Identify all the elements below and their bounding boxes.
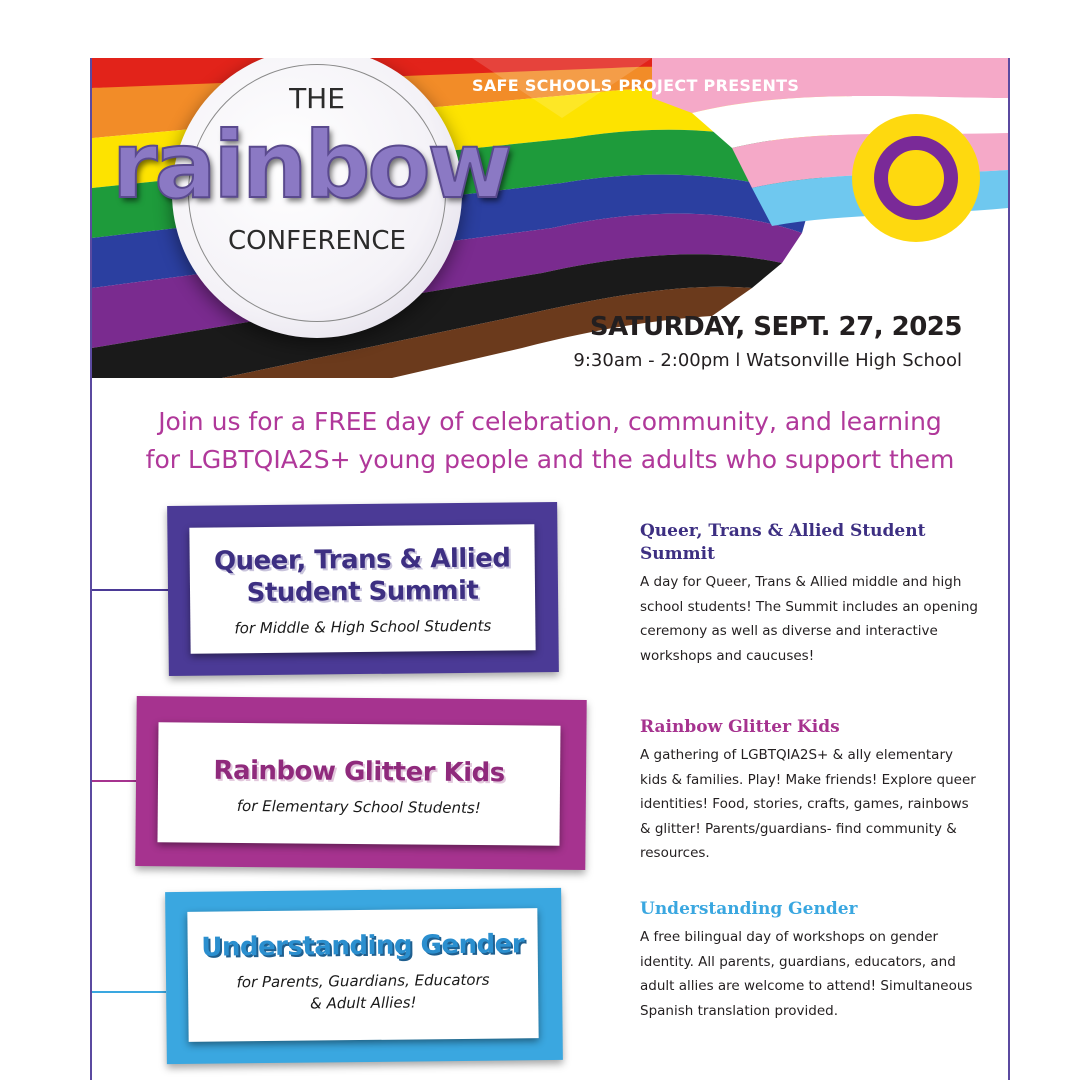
summit-card-subtitle: for Middle & High School Students — [234, 616, 492, 638]
logo-rainbow-word: rainbow — [112, 112, 510, 219]
gender-card-subtitle-line-2: & Adult Allies! — [309, 993, 417, 1013]
headline — [92, 403, 1008, 479]
gender-card-subtitle-line-1: for Parents, Guardians, Educators — [236, 970, 490, 992]
logo-the: THE — [289, 82, 345, 115]
glitter-desc-title: Rainbow Glitter Kids — [640, 717, 840, 737]
summit-description — [640, 520, 980, 668]
event-time-location: 9:30am - 2:00pm l Watsonville High School — [573, 350, 962, 371]
summit-card-title-line-1: Queer, Trans & Allied — [213, 543, 511, 577]
presenter-line: SAFE SCHOOLS PROJECT PRESENTS — [472, 76, 800, 95]
gender-desc-title: Understanding Gender — [640, 899, 858, 919]
event-date: SATURDAY, SEPT. 27, 2025 — [589, 312, 962, 342]
summit-desc-title: Queer, Trans & Allied Student Summit — [640, 521, 926, 564]
glitter-desc-text: A gathering of LGBTQIA2S+ & ally elementary kids & families. Play! Make friends! Explore queer identities! Food, stories, crafts, games, rainbows & glitter! Parents/guardians- find community & resources. — [640, 747, 976, 861]
intersex-ring-icon — [874, 136, 958, 220]
summit-desc-text: A day for Queer, Trans & Allied middle and high school students! The Summit includes an opening ceremony as well as diverse and interactive workshops and caucuses! — [640, 574, 979, 664]
gender-description — [640, 898, 980, 1023]
glitter-card-subtitle: for Elementary School Students! — [236, 796, 481, 818]
connector-line — [92, 991, 166, 993]
headline-line-2: for LGBTQIA2S+ young people and the adults who support them — [145, 445, 955, 474]
flyer-page — [90, 58, 1010, 1080]
gender-card-subtitle — [188, 968, 538, 1016]
glitter-card — [157, 722, 560, 846]
summit-card — [189, 524, 535, 654]
logo-conference: CONFERENCE — [228, 226, 406, 256]
gender-card-title: Understanding Gender — [201, 929, 525, 963]
connector-line — [92, 780, 136, 782]
gender-desc-text: A free bilingual day of workshops on gender identity. All parents, guardians, educators, and adult allies are welcome to attend! Simultaneous Spanish translation provided. — [640, 929, 973, 1019]
glitter-description — [640, 716, 980, 866]
summit-card-title-line-2: Student Summit — [246, 575, 479, 609]
gender-card — [187, 908, 538, 1042]
headline-line-1: Join us for a FREE day of celebration, community, and learning — [158, 407, 942, 436]
summit-card-title — [190, 542, 536, 610]
glitter-card-title: Rainbow Glitter Kids — [213, 755, 505, 789]
connector-line — [92, 589, 168, 591]
